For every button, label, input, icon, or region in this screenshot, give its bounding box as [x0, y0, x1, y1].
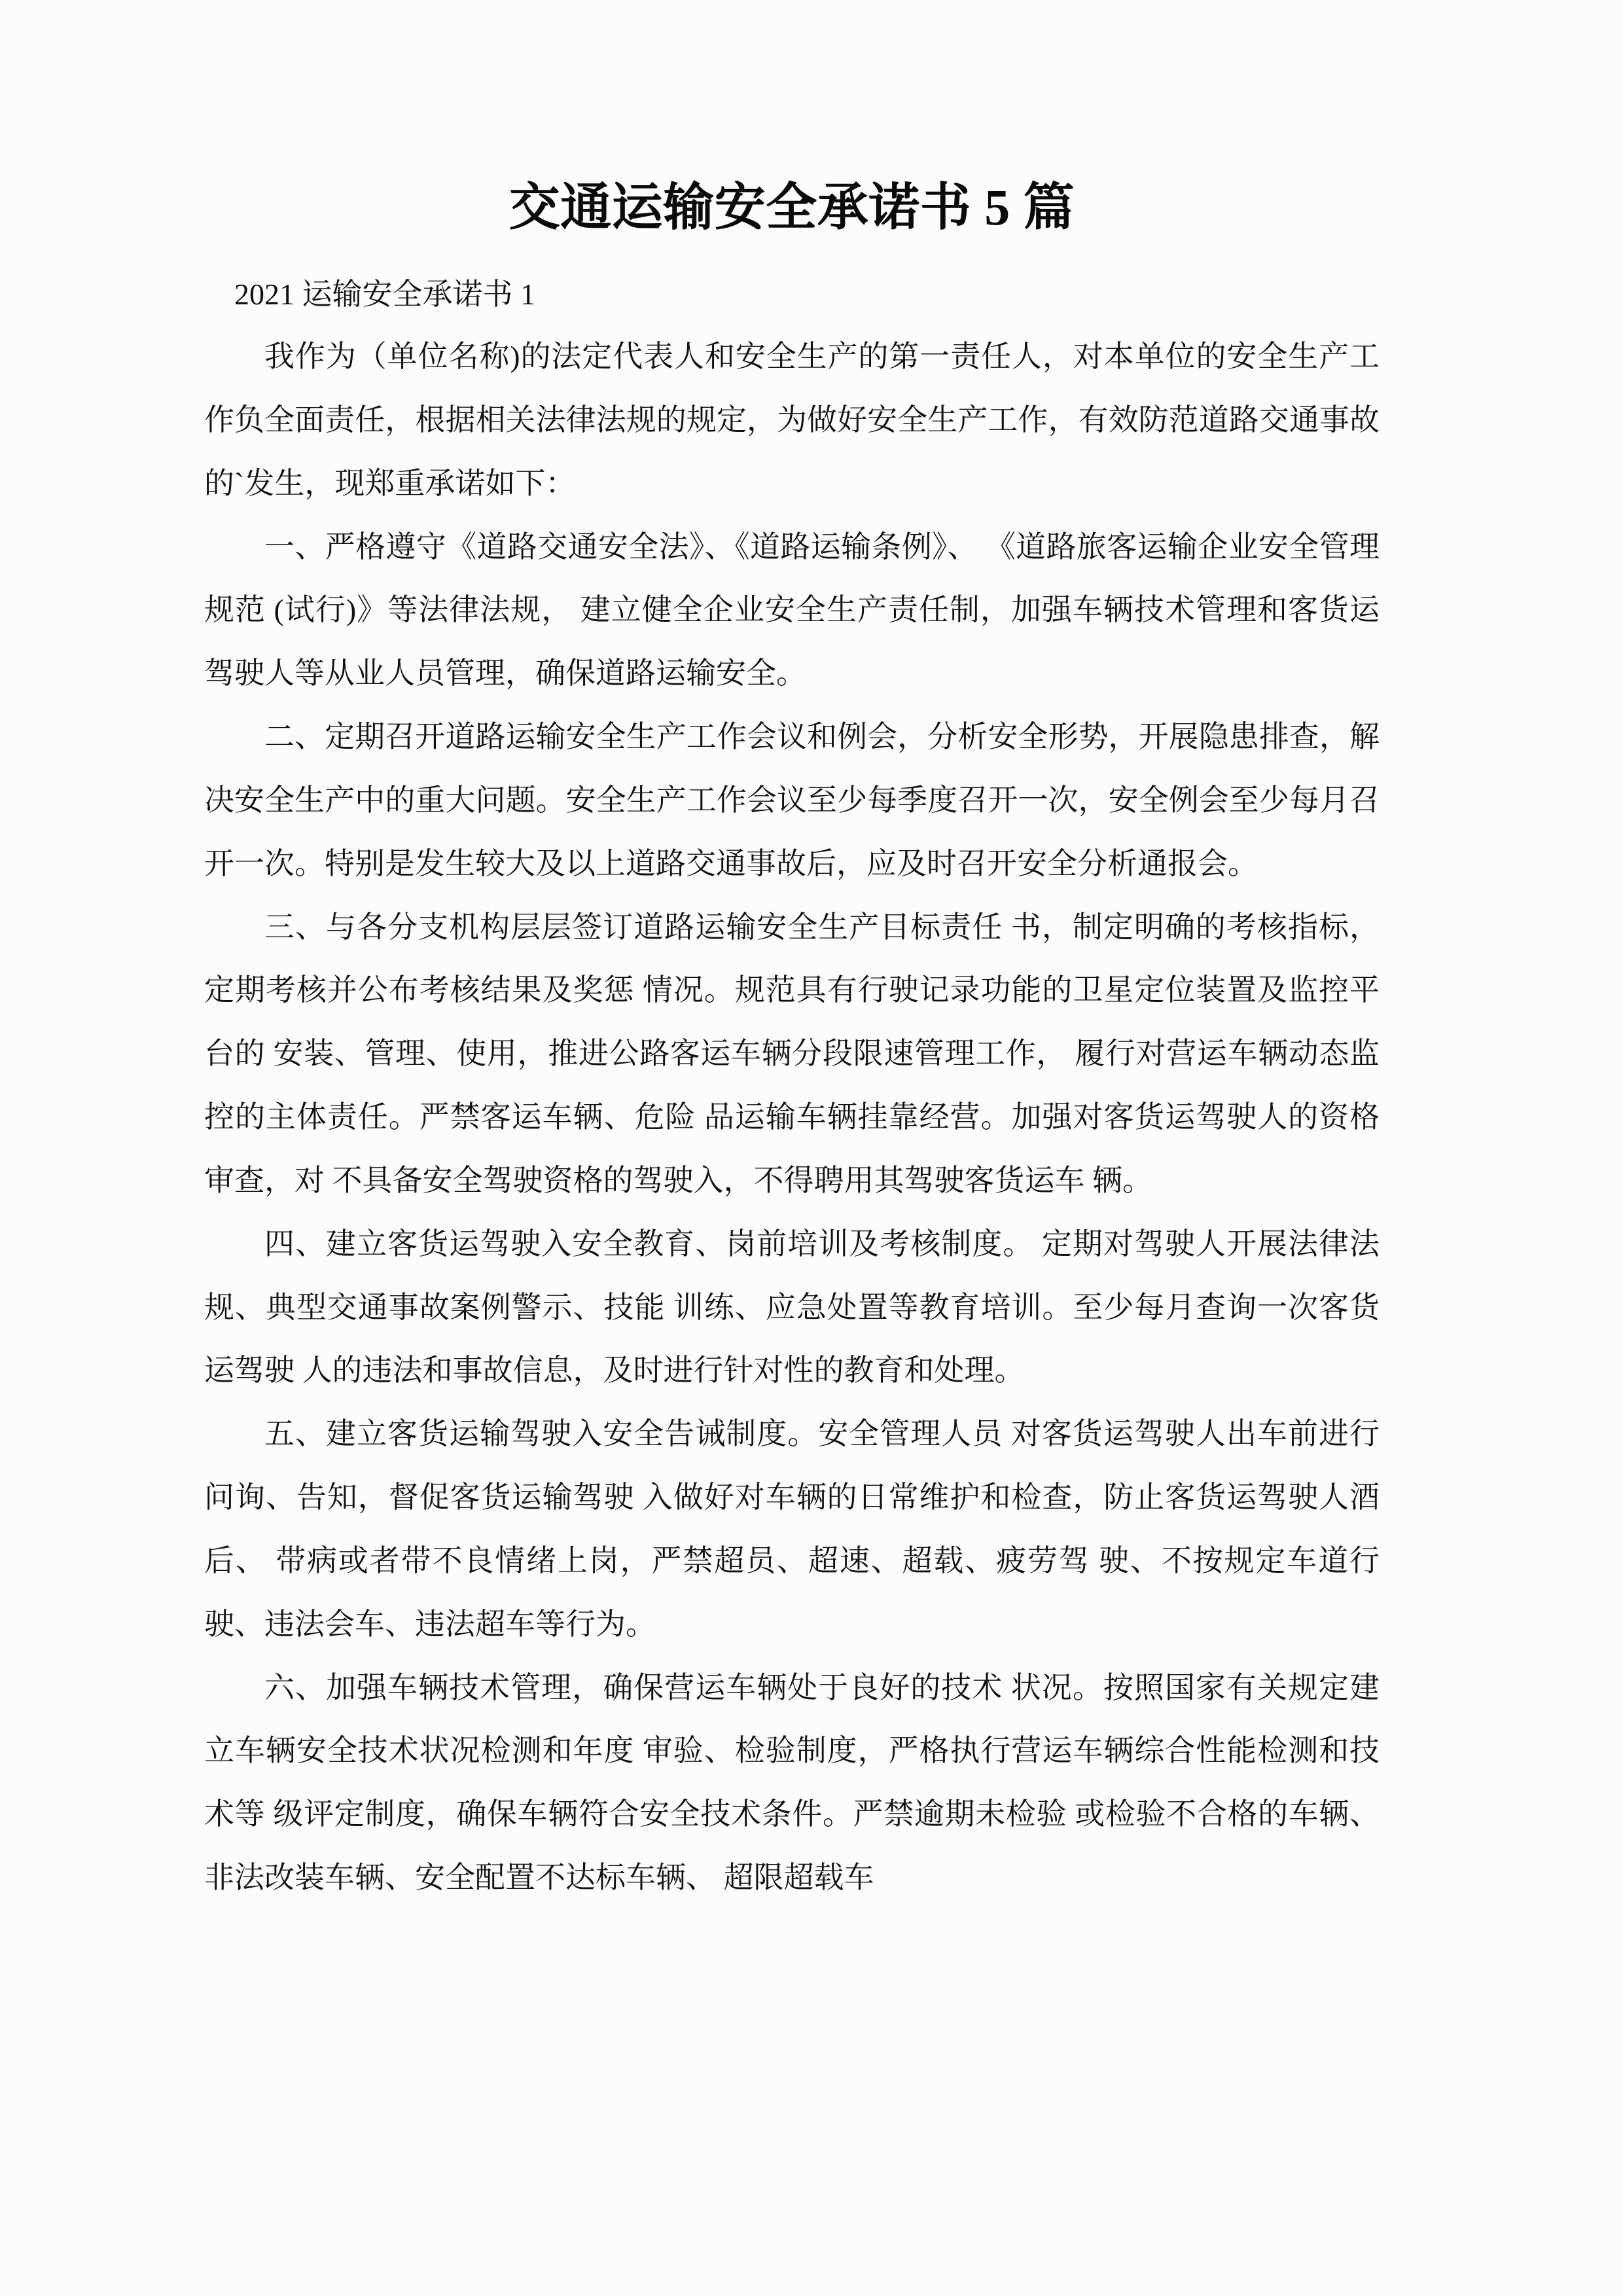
paragraph-intro: 我作为（单位名称)的法定代表人和安全生产的第一责任人，对本单位的安全生产工作负全面责任，根据相关法律法规的规定，为做好安全生产工作，有效防范道路交通事故的`发生，现郑重承诺如下：	[204, 340, 1380, 500]
document-subtitle: 2021 运输安全承诺书 1	[234, 277, 535, 311]
paragraph-clause-6: 六、加强车辆技术管理，确保营运车辆处于良好的技术 状况。按照国家有关规定建立车辆安全技术状况检测和年度 审验、检验制度，严格执行营运车辆综合性能检测和技术等 级评定制度，确保车辆符合安全技术条件。严禁逾期未检验 或检验不合格的车辆、非法改装车辆、安全配置不达标车辆、 超限超载车	[204, 1670, 1380, 1895]
page-title: 交通运输安全承诺书 5 篇	[508, 179, 1075, 236]
paragraph-clause-5: 五、建立客货运输驾驶入安全告诫制度。安全管理人员 对客货运驾驶人出车前进行问询、告知，督促客货运输驾驶 入做好对车辆的日常维护和检查，防止客货运驾驶人酒后、 带病或者带不良情绪上岗，严禁超员、超速、超载、疲劳驾 驶、不按规定车道行驶、违法会车、违法超车等行为。	[204, 1417, 1380, 1641]
paragraph-clause-4: 四、建立客货运驾驶入安全教育、岗前培训及考核制度。 定期对驾驶人开展法律法规、典型交通事故案例警示、技能 训练、应急处置等教育培训。至少每月查询一次客货运驾驶 人的违法和事故信息，及时进行针对性的教育和处理。	[204, 1227, 1380, 1388]
document-content	[204, 0, 1380, 1910]
paragraph-clause-3: 三、与各分支机构层层签订道路运输安全生产目标责任 书，制定明确的考核指标，定期考核并公布考核结果及奖惩 情况。规范具有行驶记录功能的卫星定位装置及监控平台的 安装、管理、使用，推进公路客运车辆分段限速管理工作， 履行对营运车辆动态监控的主体责任。严禁客运车辆、危险 品运输车辆挂靠经营。加强对客货运驾驶人的资格审查，对 不具备安全驾驶资格的驾驶入，不得聘用其驾驶客货运车 辆。	[204, 910, 1380, 1197]
paragraph-clause-1: 一、严格遵守《道路交通安全法》、《道路运输条例》、 《道路旅客运输企业安全管理规范 (试行)》等法律法规， 建立健全企业安全生产责任制，加强车辆技术管理和客货运 驾驶人等从业人员管理，确保道路运输安全。	[204, 529, 1380, 691]
paragraph-clause-2: 二、定期召开道路运输安全生产工作会议和例会，分析安全形势，开展隐患排查，解决安全生产中的重大问题。安全生产工作会议至少每季度召开一次，安全例会至少每月召开一次。特别是发生较大及以上道路交通事故后，应及时召开安全分析通报会。	[204, 720, 1380, 880]
